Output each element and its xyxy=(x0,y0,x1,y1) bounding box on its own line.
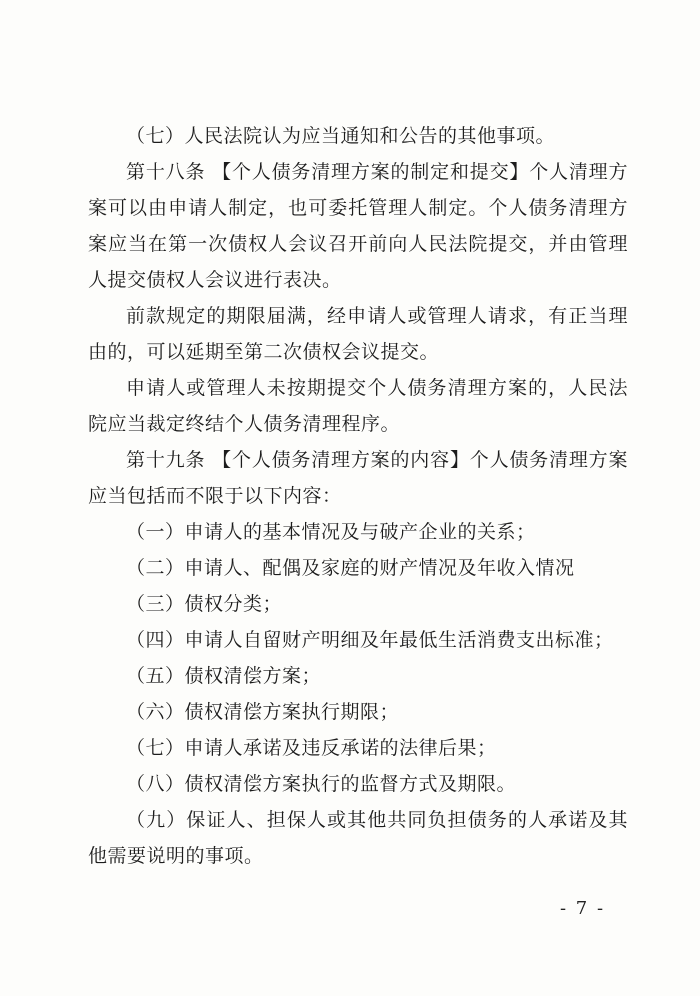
list-item-2: （二）申请人、配偶及家庭的财产情况及年收入情况 xyxy=(126,557,575,579)
list-item-4: （四）申请人自留财产明细及年最低生活消费支出标准； xyxy=(126,629,614,651)
deadline-extension-paragraph: 前款规定的期限届满，经申请人或管理人请求，有正当理由的，可以延期至第二次债权会议提交。 xyxy=(88,305,628,363)
list-item-3: （三）债权分类； xyxy=(126,593,283,615)
list-item-9: （九）保证人、担保人或其他共同负担债务的人承诺及其他需要说明的事项。 xyxy=(88,809,628,867)
article-19-paragraph: 第十九条 【个人债务清理方案的内容】个人债务清理方案应当包括而不限于以下内容： xyxy=(88,449,628,507)
list-item-1: （一）申请人的基本情况及与破产企业的关系； xyxy=(126,521,536,543)
article-18-paragraph: 第十八条 【个人债务清理方案的制定和提交】个人清理方案可以由申请人制定，也可委托管理人制定。个人债务清理方案应当在第一次债权人会议召开前向人民法院提交，并由管理人提交债权人会议进行表决。 xyxy=(88,161,628,291)
list-item-8: （八）债权清偿方案执行的监督方式及期限。 xyxy=(126,773,517,795)
page-number: - 7 - xyxy=(560,898,606,919)
list-item-5: （五）债权清偿方案； xyxy=(126,665,322,687)
list-item-6: （六）债权清偿方案执行期限； xyxy=(126,701,400,723)
paragraph-item-7: （七）人民法院认为应当通知和公告的其他事项。 xyxy=(126,125,556,147)
termination-paragraph: 申请人或管理人未按期提交个人债务清理方案的，人民法院应当裁定终结个人债务清理程序。 xyxy=(88,377,628,435)
list-item-7: （七）申请人承诺及违反承诺的法律后果； xyxy=(126,737,497,759)
document-body xyxy=(88,118,628,874)
